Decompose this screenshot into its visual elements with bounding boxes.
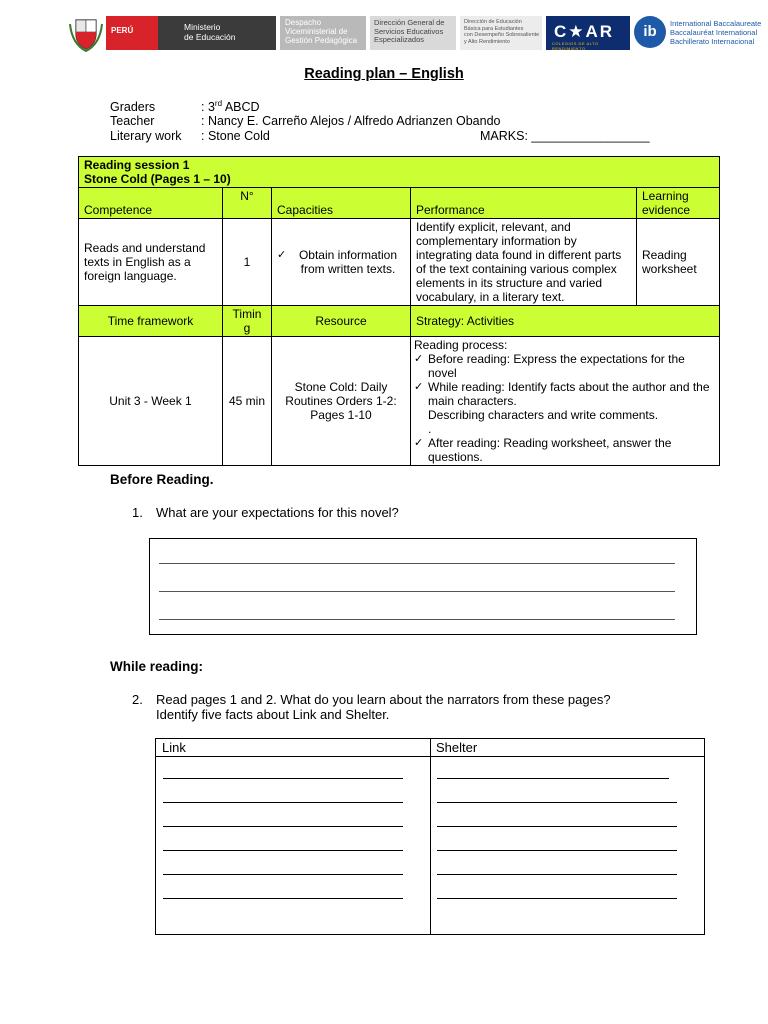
- session-data-row: [79, 219, 720, 306]
- shelter-fact-line[interactable]: [437, 826, 677, 827]
- link-fact-line[interactable]: [163, 802, 403, 803]
- question-2-line1: Read pages 1 and 2. What do you learn about the narrators from these pages?: [156, 692, 611, 707]
- cell-performance: Identify explicit, relevant, and complementary information by integrating data found in different parts of the text containing various complex elements in its structure and varied vocabulary, in a literary text.: [411, 219, 637, 306]
- shelter-fact-line[interactable]: [437, 778, 669, 779]
- step-dot: .: [428, 422, 432, 436]
- coar-subtitle: COLEGIOS DE ALTO RENDIMIENTO: [552, 41, 599, 51]
- peru-label: PERÚ: [106, 16, 158, 50]
- question-2: [132, 692, 692, 722]
- link-fact-line[interactable]: [163, 898, 403, 899]
- shelter-fact-line[interactable]: [437, 898, 677, 899]
- link-fact-line[interactable]: [163, 826, 403, 827]
- cell-number: 1: [223, 219, 272, 306]
- question-1-number: 1.: [132, 505, 143, 520]
- step-after: ✓ After reading: Reading worksheet, answer the questions.: [414, 436, 714, 464]
- session-header-row: [79, 188, 720, 219]
- cell-resource: Stone Cold: Daily Routines Orders 1-2: Pages 1-10: [272, 337, 411, 466]
- col-evidence: Learning evidence: [637, 188, 720, 219]
- general-direction-label: Dirección General de Servicios Educativos Especializados: [370, 16, 456, 50]
- col-competence: Competence: [79, 188, 223, 219]
- process-title: Reading process:: [414, 338, 508, 352]
- step-before: ✓ Before reading: Express the expectations for the novel: [414, 352, 714, 380]
- cell-competence: Reads and understand texts in English as a foreign language.: [79, 219, 223, 306]
- col-capacities: Capacities: [272, 188, 411, 219]
- teacher-row: [110, 114, 500, 128]
- answer-line[interactable]: [159, 619, 675, 620]
- before-reading-heading: Before Reading.: [110, 472, 214, 487]
- graders-row: [110, 99, 260, 114]
- vice-ministry-label: Despacho Viceministerial de Gestión Pedagógica: [280, 16, 366, 50]
- process-steps: [414, 352, 714, 408]
- literary-work-label: Literary work: [110, 129, 182, 143]
- ib-icon: ib: [634, 16, 666, 48]
- reading-session-table: [78, 156, 720, 466]
- col-time-framework: Time framework: [79, 306, 223, 337]
- header-logos: [68, 14, 762, 52]
- coar-logo: [546, 16, 630, 50]
- literary-work-row: [110, 129, 270, 143]
- ib-names: International Baccalaureate Baccalauréat International Bachillerato Internacional: [670, 19, 762, 46]
- shelter-fact-line[interactable]: [437, 802, 677, 803]
- col-timing: Timin g: [223, 306, 272, 337]
- marks-field: MARKS: _________________: [480, 129, 650, 143]
- question-2-number: 2.: [132, 692, 143, 707]
- cell-capacity: ✓ Obtain information from written texts.: [272, 219, 411, 306]
- question-2-line2: Identify five facts about Link and Shelter.: [156, 707, 390, 722]
- graders-label: Graders: [110, 100, 156, 115]
- shelter-column-header: Shelter: [436, 740, 478, 755]
- literary-work-value: : Stone Cold: [201, 129, 270, 143]
- column-divider: [430, 739, 431, 934]
- shelter-fact-line[interactable]: [437, 874, 677, 875]
- answer-box[interactable]: [149, 538, 697, 635]
- cell-evidence: Reading worksheet: [637, 219, 720, 306]
- timeframe-data-row: [79, 337, 720, 466]
- col-number: N°: [223, 188, 272, 219]
- link-column-header: Link: [162, 740, 186, 755]
- page-title: Reading plan – English: [304, 66, 464, 82]
- graders-value: : 3rd ABCD: [201, 99, 260, 115]
- header-divider: [156, 756, 704, 757]
- ib-logo: [634, 14, 768, 52]
- cell-strategy: [411, 337, 720, 466]
- shelter-fact-line[interactable]: [437, 850, 677, 851]
- question-1-text: What are your expectations for this novel?: [156, 505, 399, 520]
- facts-table: [155, 738, 705, 935]
- link-fact-line[interactable]: [163, 778, 403, 779]
- teacher-label: Teacher: [110, 114, 155, 128]
- col-strategy: Strategy: Activities: [411, 306, 720, 337]
- session-heading: Reading session 1 Stone Cold (Pages 1 – 10): [79, 157, 720, 188]
- link-fact-line[interactable]: [163, 874, 403, 875]
- ministry-label: Ministerio de Educación: [158, 16, 276, 50]
- link-fact-line[interactable]: [163, 850, 403, 851]
- col-performance: Performance: [411, 188, 637, 219]
- col-resource: Resource: [272, 306, 411, 337]
- education-direction-label: Dirección de Educación Básica para Estudiantes con Desempeño Sobresaliente y Alto Rendimiento: [460, 16, 542, 50]
- while-reading-heading: While reading:: [110, 659, 204, 674]
- step-while-extra: Describing characters and write comments.: [428, 408, 659, 422]
- cell-time-framework: Unit 3 - Week 1: [79, 337, 223, 466]
- session-heading-row: [79, 157, 720, 188]
- teacher-value: : Nancy E. Carreño Alejos / Alfredo Adrianzen Obando: [201, 114, 501, 128]
- step-while: ✓ While reading: Identify facts about the author and the main characters.: [414, 380, 714, 408]
- cell-timing: 45 min: [223, 337, 272, 466]
- answer-line[interactable]: [159, 563, 675, 564]
- answer-line[interactable]: [159, 591, 675, 592]
- peru-coat-of-arms-icon: [68, 14, 104, 52]
- coar-wordmark: C★AR: [554, 22, 615, 41]
- timeframe-header-row: [79, 306, 720, 337]
- question-1: [132, 505, 692, 520]
